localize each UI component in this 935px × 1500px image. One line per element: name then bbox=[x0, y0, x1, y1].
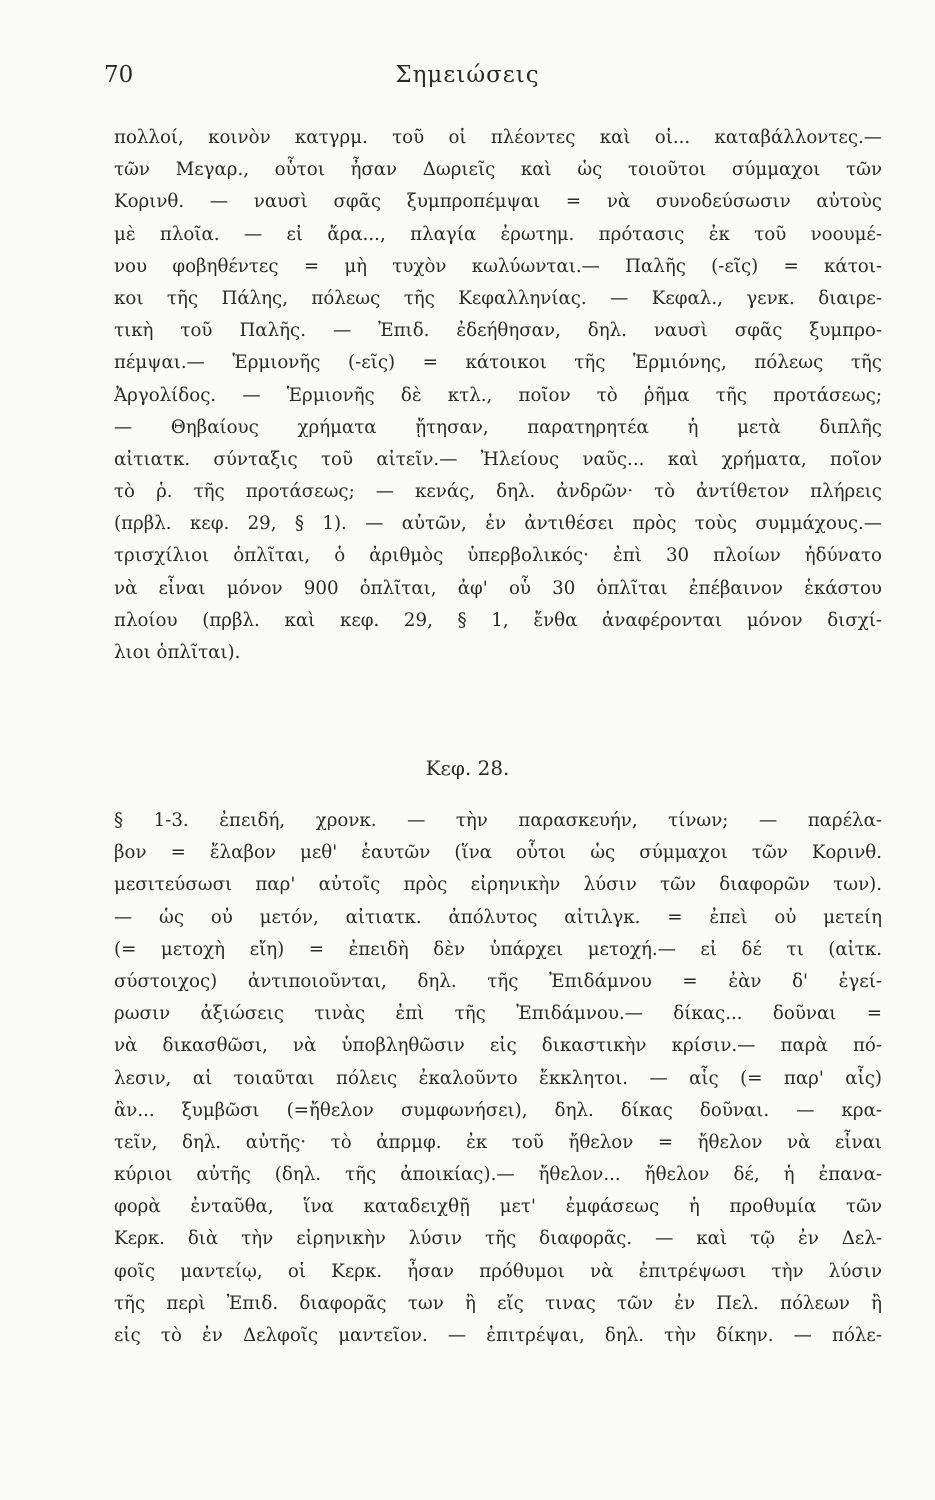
text-line: τῶν Μεγαρ., οὗτοι ἦσαν Δωριεῖς καὶ ὡς τοιοῦτοι σύμμαχοι τῶν bbox=[114, 159, 882, 181]
text-line: ρωσιν ἀξιώσεις τινὰς ἐπὶ τῆς Ἐπιδάμνου.— δίκας... δοῦναι = bbox=[114, 1003, 882, 1025]
running-title: Σημειώσεις bbox=[395, 62, 540, 88]
notes-paragraph-1 bbox=[114, 122, 882, 669]
text-line: κοι τῆς Πάλης, πόλεως τῆς Κεφαλληνίας. — Κεφαλ., γενκ. διαιρε- bbox=[114, 287, 882, 309]
text-line: τικὴ τοῦ Παλῆς. — Ἐπιδ. ἐδεήθησαν, δηλ. ναυσὶ σφᾶς ξυμπρο- bbox=[114, 320, 882, 342]
page-header bbox=[0, 62, 935, 96]
text-line: (= μετοχὴ εἴη) = ἐπειδὴ δὲν ὑπάρχει μετοχή.— εἰ δέ τι (αἰτκ. bbox=[114, 938, 882, 960]
text-line: σύστοιχος) ἀντιποιοῦνται, δηλ. τῆς Ἐπιδάμνου = ἐὰν δ' ἐγεί- bbox=[114, 970, 882, 992]
text-line: Κορινθ. — ναυσὶ σφᾶς ξυμπροπέμψαι = νὰ συνοδεύσωσιν αὐτοὺς bbox=[114, 191, 882, 213]
text-line: τεῖν, δηλ. αὐτῆς· τὸ ἀπρμφ. ἐκ τοῦ ἤθελον = ἤθελον νὰ εἶναι bbox=[114, 1131, 882, 1153]
text-line: (πρβλ. κεφ. 29, § 1). — αὐτῶν, ἐν ἀντιθέσει πρὸς τοὺς συμμάχους.— bbox=[114, 513, 882, 535]
text-line: πλοίου (πρβλ. καὶ κεφ. 29, § 1, ἔνθα ἀναφέρονται μόνον δισχί- bbox=[114, 609, 882, 631]
chapter-heading: Κεφ. 28. bbox=[425, 756, 510, 780]
text-line: τῆς περὶ Ἐπιδ. διαφορᾶς των ἢ εἴς τινας τῶν ἐν Πελ. πόλεων ἢ bbox=[114, 1292, 882, 1314]
text-line: φορὰ ἐνταῦθα, ἵνα καταδειχθῇ μετ' ἐμφάσεως ἡ προθυμία τῶν bbox=[114, 1196, 882, 1218]
text-line: πέμψαι.— Ἑρμιονῆς (-εῖς) = κάτοικοι τῆς Ἑρμιόνης, πόλεως τῆς bbox=[114, 352, 882, 374]
text-line: Ἀργολίδος. — Ἑρμιονῆς δὲ κτλ., ποῖον τὸ ῥῆμα τῆς προτάσεως; bbox=[114, 384, 882, 406]
text-line: λεσιν, αἱ τοιαῦται πόλεις ἐκαλοῦντο ἔκκλητοι. — αἷς (= παρ' αἷς) bbox=[114, 1067, 882, 1089]
text-line: τρισχίλιοι ὁπλῖται, ὁ ἀριθμὸς ὑπερβολικός· ἐπὶ 30 πλοίων ἠδύνατο bbox=[114, 545, 882, 567]
text-line: βον = ἔλαβον μεθ' ἑαυτῶν (ἵνα οὗτοι ὡς σύμμαχοι τῶν Κορινθ. bbox=[114, 842, 882, 864]
text-line: πολλοί, κοινὸν κατγρμ. τοῦ οἱ πλέοντες καὶ οἱ... καταβάλλοντες.— bbox=[114, 127, 882, 148]
text-line: τὸ ῥ. τῆς προτάσεως; — κενάς, δηλ. ἀνδρῶν· τὸ ἀντίθετον πλήρεις bbox=[114, 481, 882, 503]
text-line: αἰτιατκ. σύνταξις τοῦ αἰτεῖν.— Ἠλείους ναῦς... καὶ χρήματα, ποῖον bbox=[114, 448, 882, 470]
text-line: Κερκ. διὰ τὴν εἰρηνικὴν λύσιν τῆς διαφορᾶς. — καὶ τῷ ἐν Δελ- bbox=[114, 1228, 882, 1250]
text-line: κύριοι αὐτῆς (δηλ. τῆς ἀποικίας).— ἤθελον... ἤθελον δέ, ἡ ἐπανα- bbox=[114, 1164, 882, 1186]
notes-paragraph-2 bbox=[114, 805, 882, 1352]
text-line: λιοι ὁπλῖται). bbox=[114, 642, 241, 663]
text-line: ἂν... ξυμβῶσι (=ἤθελον συμφωνήσει), δηλ. δίκας δοῦναι. — κρα- bbox=[114, 1099, 882, 1121]
page-number: 70 bbox=[104, 62, 134, 88]
text-line: νὰ δικασθῶσι, νὰ ὑποβληθῶσιν εἰς δικαστικὴν κρίσιν.— παρὰ πό- bbox=[114, 1035, 882, 1057]
text-line: νου φοβηθέντες = μὴ τυχὸν κωλύωνται.— Παλῆς (-εῖς) = κάτοι- bbox=[114, 255, 882, 277]
text-line: — ὡς οὐ μετόν, αἰτιατκ. ἀπόλυτος αἰτιλγκ. = ἐπεὶ οὐ μετείη bbox=[114, 906, 882, 928]
text-line: εἰς τὸ ἐν Δελφοῖς μαντεῖον. — ἐπιτρέψαι, δηλ. τὴν δίκην. — πόλε- bbox=[114, 1325, 882, 1346]
text-line: φοῖς μαντείῳ, οἱ Κερκ. ἦσαν πρόθυμοι νὰ ἐπιτρέψωσι τὴν λύσιν bbox=[114, 1260, 882, 1282]
text-line: μεσιτεύσωσι παρ' αὐτοῖς πρὸς εἰρηνικὴν λύσιν τῶν διαφορῶν των). bbox=[114, 874, 882, 896]
text-line: νὰ εἶναι μόνον 900 ὁπλῖται, ἀφ' οὗ 30 ὁπλῖται ἐπέβαινον ἑκάστου bbox=[114, 577, 882, 599]
text-line: — Θηβαίους χρήματα ᾔτησαν, παρατηρητέα ἡ μετὰ διπλῆς bbox=[114, 416, 882, 438]
text-line: § 1-3. ἐπειδή, χρονκ. — τὴν παρασκευήν, τίνων; — παρέλα- bbox=[114, 810, 882, 831]
text-line: μὲ πλοῖα. — εἰ ἄρα..., πλαγία ἐρωτημ. πρότασις ἐκ τοῦ νοουμέ- bbox=[114, 223, 882, 245]
